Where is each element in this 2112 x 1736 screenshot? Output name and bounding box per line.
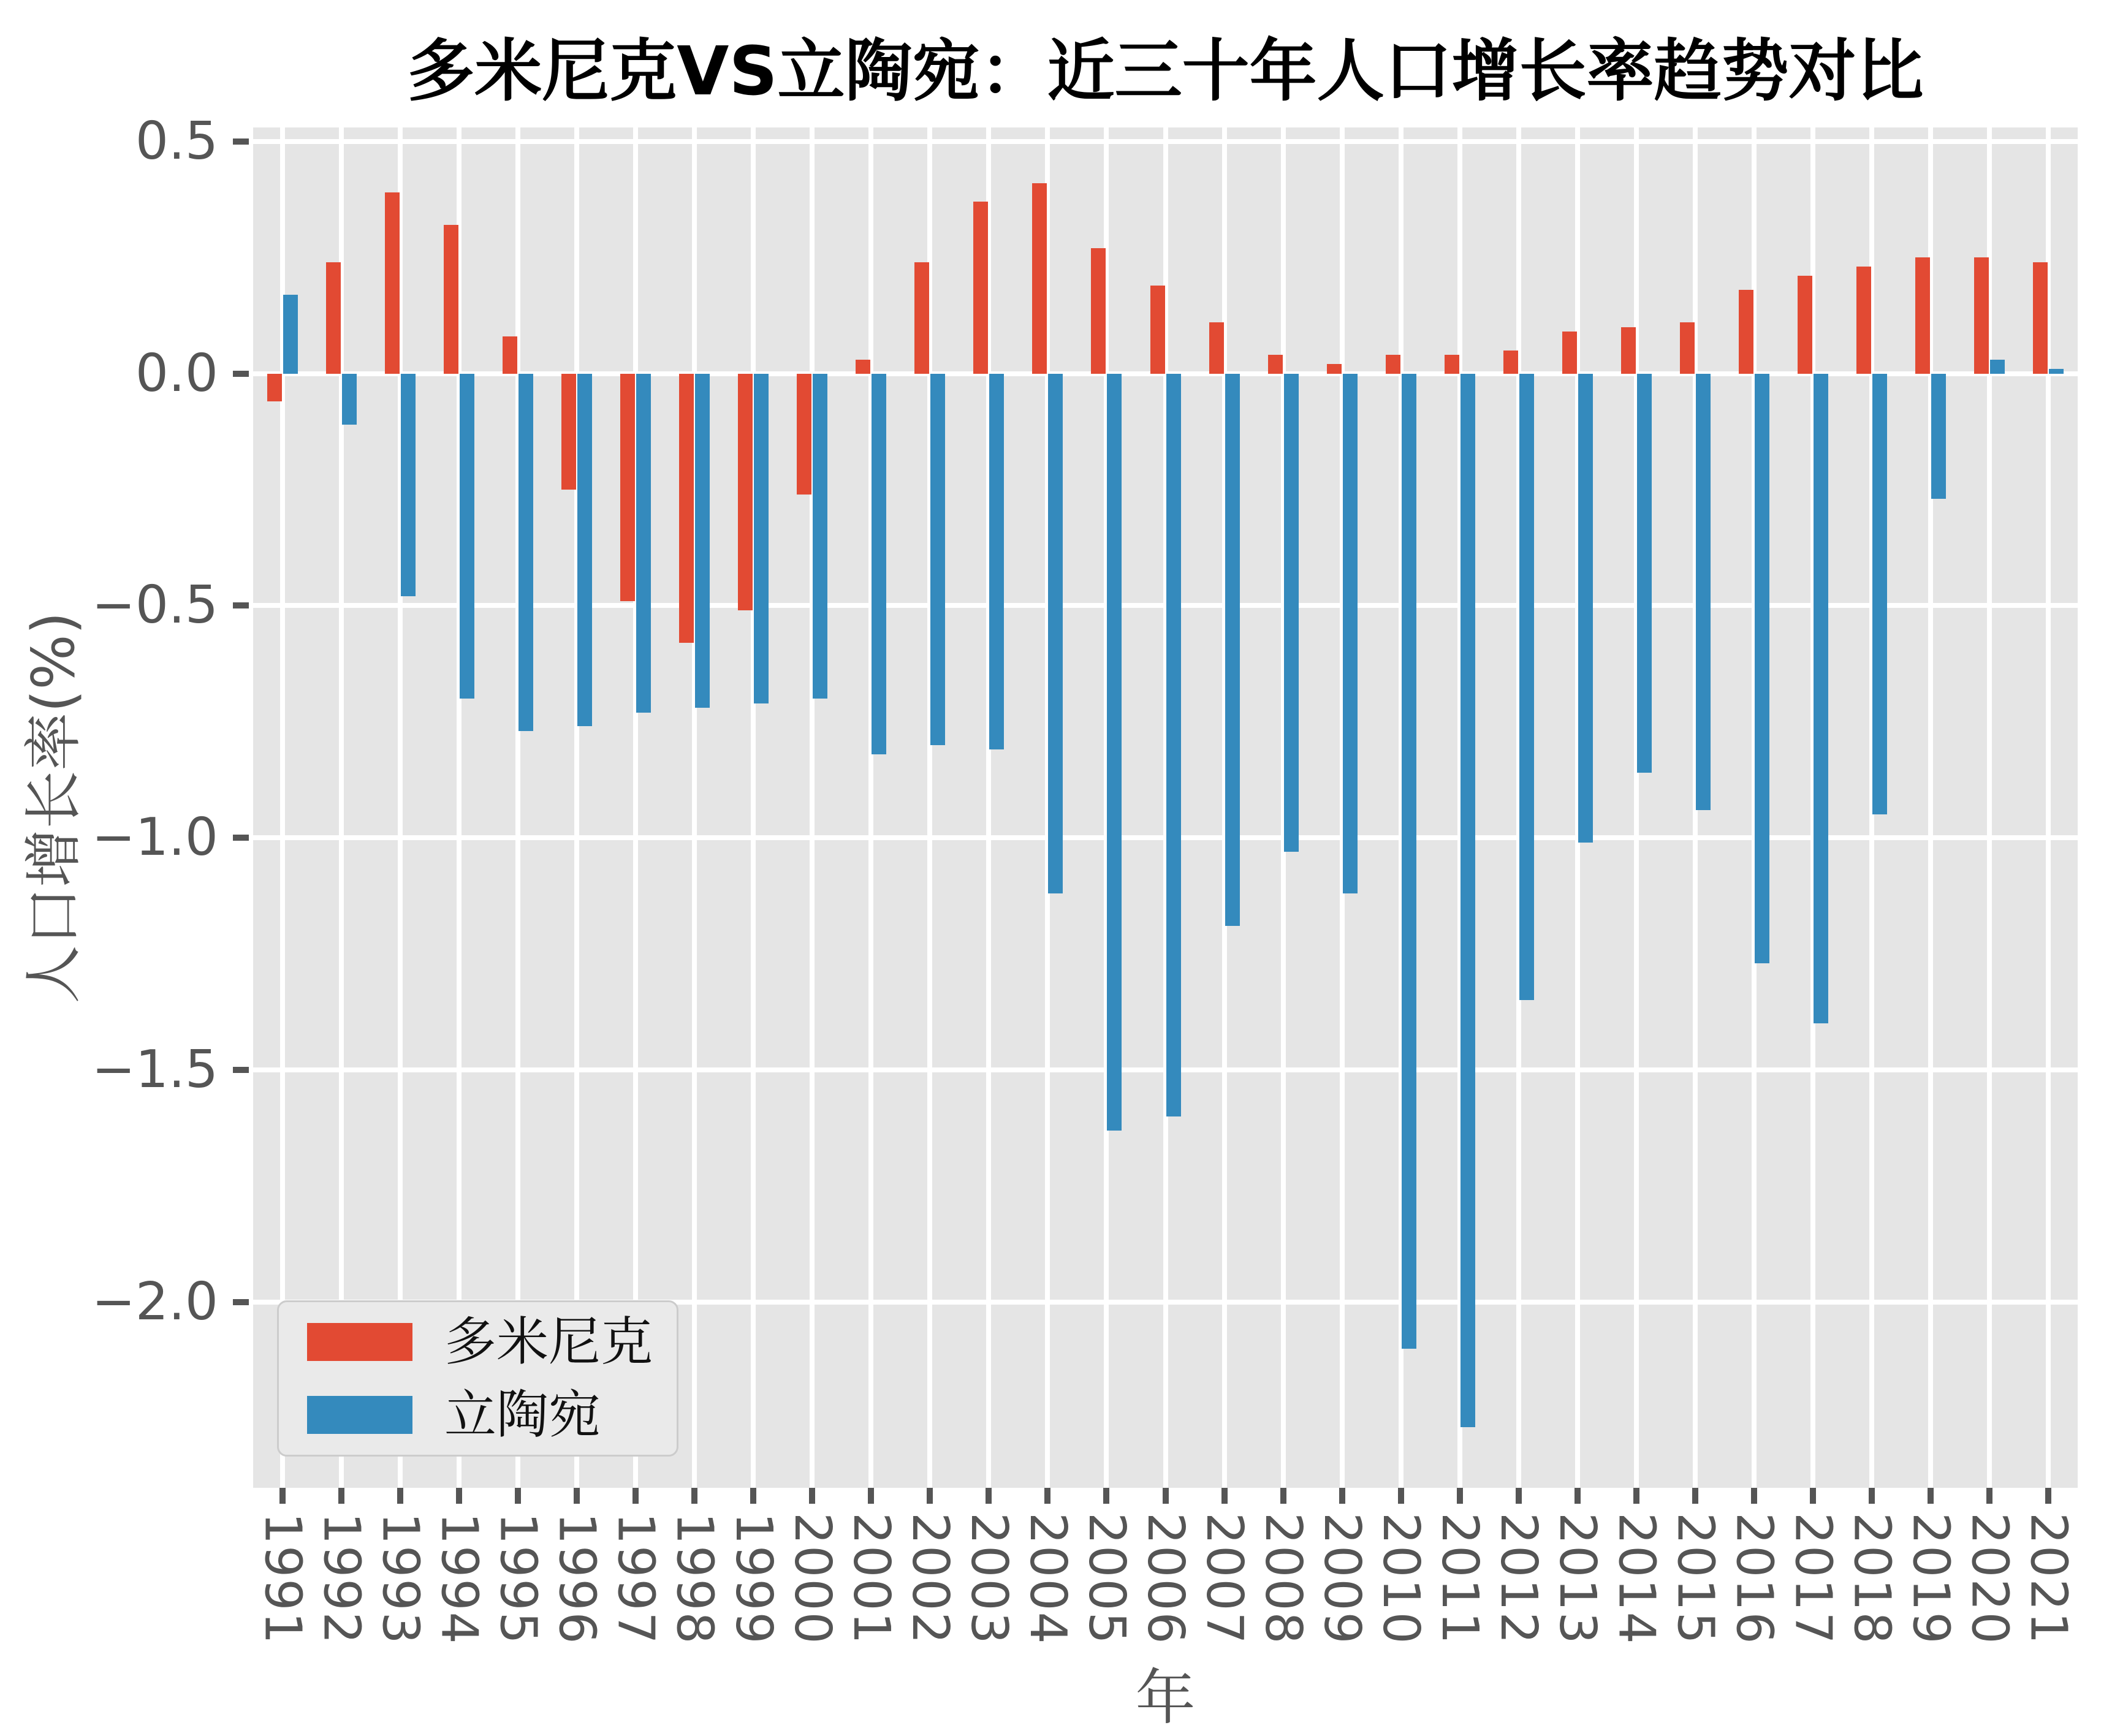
y-tick--0.5 <box>233 602 249 608</box>
bar-lithuania-2009 <box>1343 374 1358 894</box>
legend <box>277 1300 678 1457</box>
bar-dominica-2007 <box>1209 322 1224 373</box>
bar-lithuania-2003 <box>989 374 1004 750</box>
x-tick-1991 <box>279 1488 286 1504</box>
bar-dominica-2014 <box>1621 327 1636 374</box>
bar-lithuania-2015 <box>1696 374 1711 810</box>
bar-lithuania-1994 <box>460 374 474 699</box>
y-tick-0 <box>233 371 249 377</box>
x-tick-2019 <box>1928 1488 1934 1504</box>
legend-item-lithuania <box>307 1384 677 1446</box>
legend-label-lithuania: 立陶宛 <box>444 1384 601 1446</box>
bar-lithuania-1997 <box>636 374 651 713</box>
bar-lithuania-2007 <box>1225 374 1240 927</box>
bar-lithuania-2013 <box>1578 374 1593 843</box>
x-tick-label-2016: 2016 <box>1725 1512 1783 1645</box>
x-tick-2020 <box>1986 1488 1992 1504</box>
bar-dominica-1993 <box>385 192 400 373</box>
gridline-x-2000 <box>810 127 815 1488</box>
x-tick-2021 <box>2045 1488 2051 1504</box>
bar-lithuania-2014 <box>1637 374 1652 773</box>
legend-swatch-lithuania <box>307 1396 412 1434</box>
x-tick-label-1997: 1997 <box>606 1512 665 1645</box>
x-tick-2007 <box>1221 1488 1228 1504</box>
bar-dominica-2018 <box>1856 267 1871 373</box>
x-tick-1992 <box>338 1488 344 1504</box>
bar-lithuania-2010 <box>1402 374 1416 1349</box>
bar-lithuania-2017 <box>1814 374 1828 1024</box>
x-tick-2009 <box>1339 1488 1345 1504</box>
x-tick-1999 <box>750 1488 756 1504</box>
bar-lithuania-2011 <box>1461 374 1475 1428</box>
x-tick-1997 <box>632 1488 639 1504</box>
bar-lithuania-2016 <box>1755 374 1769 963</box>
bar-dominica-2010 <box>1386 355 1400 373</box>
bar-lithuania-2012 <box>1519 374 1534 1001</box>
x-tick-2001 <box>868 1488 874 1504</box>
gridline-x-2001 <box>868 127 873 1488</box>
gridline-x-1996 <box>574 127 579 1488</box>
y-tick--1.5 <box>233 1067 249 1073</box>
x-tick-label-2007: 2007 <box>1195 1512 1254 1645</box>
x-tick-label-2010: 2010 <box>1372 1512 1430 1645</box>
x-tick-label-2021: 2021 <box>2019 1512 2078 1645</box>
bar-dominica-1991 <box>267 374 282 401</box>
bar-dominica-2003 <box>973 202 988 373</box>
x-tick-2004 <box>1044 1488 1050 1504</box>
chart-title: 多米尼克VS立陶宛：近三十年人口增长率趋势对比 <box>407 32 1924 110</box>
x-tick-label-1993: 1993 <box>371 1512 430 1645</box>
bar-lithuania-2004 <box>1048 374 1063 894</box>
legend-label-dominica: 多米尼克 <box>444 1311 653 1373</box>
y-tick-label-0.5: 0.5 <box>135 110 218 172</box>
x-tick-2013 <box>1575 1488 1581 1504</box>
x-tick-label-2011: 2011 <box>1430 1512 1489 1645</box>
legend-swatch-dominica <box>307 1323 412 1361</box>
x-tick-label-2012: 2012 <box>1489 1512 1548 1645</box>
x-tick-label-1996: 1996 <box>547 1512 606 1645</box>
bar-lithuania-1993 <box>401 374 416 597</box>
bar-lithuania-1992 <box>342 374 357 425</box>
bar-dominica-2021 <box>2033 262 2048 374</box>
y-tick-label--2: −2.0 <box>91 1271 218 1332</box>
x-tick-label-2014: 2014 <box>1607 1512 1666 1645</box>
bar-dominica-2019 <box>1915 257 1930 373</box>
y-tick-label--1: −1.0 <box>91 807 218 868</box>
x-tick-label-2015: 2015 <box>1666 1512 1725 1645</box>
bar-lithuania-1995 <box>519 374 533 731</box>
x-tick-2006 <box>1163 1488 1169 1504</box>
bar-dominica-2020 <box>1974 257 1989 373</box>
x-tick-label-2004: 2004 <box>1018 1512 1077 1645</box>
x-tick-2008 <box>1280 1488 1286 1504</box>
x-tick-label-2018: 2018 <box>1842 1512 1901 1645</box>
bar-lithuania-1991 <box>283 295 298 374</box>
bar-lithuania-2005 <box>1107 374 1122 1131</box>
x-tick-2012 <box>1516 1488 1522 1504</box>
bar-dominica-1996 <box>561 374 576 490</box>
x-tick-1993 <box>397 1488 403 1504</box>
x-tick-1994 <box>456 1488 462 1504</box>
x-tick-label-1991: 1991 <box>253 1512 312 1645</box>
x-tick-2015 <box>1692 1488 1698 1504</box>
bar-dominica-2017 <box>1798 276 1812 373</box>
bar-dominica-2005 <box>1091 248 1106 374</box>
bar-lithuania-2008 <box>1284 374 1299 852</box>
bar-dominica-2013 <box>1562 332 1577 373</box>
x-tick-2010 <box>1398 1488 1404 1504</box>
bar-dominica-2006 <box>1150 286 1165 374</box>
bar-dominica-1999 <box>738 374 753 610</box>
x-tick-1998 <box>691 1488 697 1504</box>
bar-lithuania-2006 <box>1166 374 1181 1116</box>
y-tick-label-0: 0.0 <box>135 343 218 404</box>
bar-dominica-2000 <box>797 374 811 495</box>
gridline-x-1998 <box>692 127 697 1488</box>
bar-dominica-1992 <box>326 262 341 374</box>
x-tick-label-1994: 1994 <box>430 1512 488 1645</box>
x-tick-label-1998: 1998 <box>665 1512 724 1645</box>
y-tick--1 <box>233 835 249 841</box>
x-tick-label-2009: 2009 <box>1313 1512 1372 1645</box>
bar-lithuania-2019 <box>1931 374 1946 499</box>
x-tick-label-2019: 2019 <box>1901 1512 1960 1645</box>
y-tick-0.5 <box>233 138 249 145</box>
x-tick-2002 <box>927 1488 933 1504</box>
x-tick-1995 <box>515 1488 521 1504</box>
y-tick-label--1.5: −1.5 <box>91 1039 218 1101</box>
bar-dominica-2002 <box>914 262 929 374</box>
x-tick-2016 <box>1751 1488 1757 1504</box>
x-tick-label-2002: 2002 <box>900 1512 959 1645</box>
bar-lithuania-2001 <box>872 374 886 754</box>
bar-dominica-1995 <box>503 336 517 374</box>
bar-lithuania-2021 <box>2049 369 2064 374</box>
x-tick-2017 <box>1810 1488 1816 1504</box>
legend-item-dominica <box>307 1311 677 1373</box>
gridline-x-1995 <box>515 127 520 1488</box>
bar-lithuania-2002 <box>930 374 945 745</box>
x-tick-label-2013: 2013 <box>1548 1512 1607 1645</box>
bar-lithuania-2018 <box>1872 374 1887 815</box>
x-tick-label-2000: 2000 <box>783 1512 841 1645</box>
bar-dominica-2016 <box>1739 290 1753 373</box>
bar-lithuania-2000 <box>813 374 827 699</box>
x-tick-label-2003: 2003 <box>959 1512 1018 1645</box>
x-tick-label-2017: 2017 <box>1783 1512 1842 1645</box>
x-tick-label-2006: 2006 <box>1136 1512 1195 1645</box>
x-axis-title: 年 <box>1135 1663 1196 1733</box>
bar-dominica-1998 <box>679 374 694 643</box>
bar-dominica-2012 <box>1503 351 1518 374</box>
x-tick-label-2020: 2020 <box>1960 1512 2019 1645</box>
x-tick-label-1999: 1999 <box>724 1512 783 1645</box>
bar-lithuania-1999 <box>754 374 769 703</box>
x-tick-2018 <box>1869 1488 1875 1504</box>
gridline-y--1.5 <box>253 1067 2078 1072</box>
bar-dominica-2009 <box>1327 364 1342 373</box>
bar-lithuania-1996 <box>577 374 592 727</box>
bar-dominica-2001 <box>856 360 870 374</box>
x-tick-1996 <box>574 1488 580 1504</box>
plot-area <box>253 127 2078 1488</box>
x-tick-2011 <box>1457 1488 1463 1504</box>
x-tick-2005 <box>1103 1488 1109 1504</box>
gridline-y--1 <box>253 835 2078 840</box>
bar-dominica-2011 <box>1445 355 1459 373</box>
x-tick-label-2008: 2008 <box>1254 1512 1313 1645</box>
bar-dominica-1994 <box>444 225 458 373</box>
bar-lithuania-2020 <box>1990 360 2005 374</box>
x-tick-2000 <box>809 1488 815 1504</box>
x-tick-2014 <box>1633 1488 1639 1504</box>
bar-dominica-2004 <box>1032 183 1047 374</box>
x-tick-2003 <box>986 1488 992 1504</box>
bar-dominica-2008 <box>1268 355 1283 373</box>
gridline-x-1997 <box>633 127 638 1488</box>
y-tick-label--0.5: −0.5 <box>91 575 218 636</box>
x-tick-label-1995: 1995 <box>488 1512 547 1645</box>
bar-dominica-1997 <box>620 374 635 601</box>
gridline-y-0.5 <box>253 139 2078 144</box>
bar-lithuania-1998 <box>695 374 710 708</box>
y-axis-title: 人口增长率(%) <box>20 612 88 1004</box>
x-tick-label-2001: 2001 <box>841 1512 900 1645</box>
bar-dominica-2015 <box>1680 322 1695 373</box>
gridline-x-1999 <box>751 127 756 1488</box>
x-tick-label-1992: 1992 <box>312 1512 371 1645</box>
x-tick-label-2005: 2005 <box>1077 1512 1136 1645</box>
y-tick--2 <box>233 1299 249 1305</box>
